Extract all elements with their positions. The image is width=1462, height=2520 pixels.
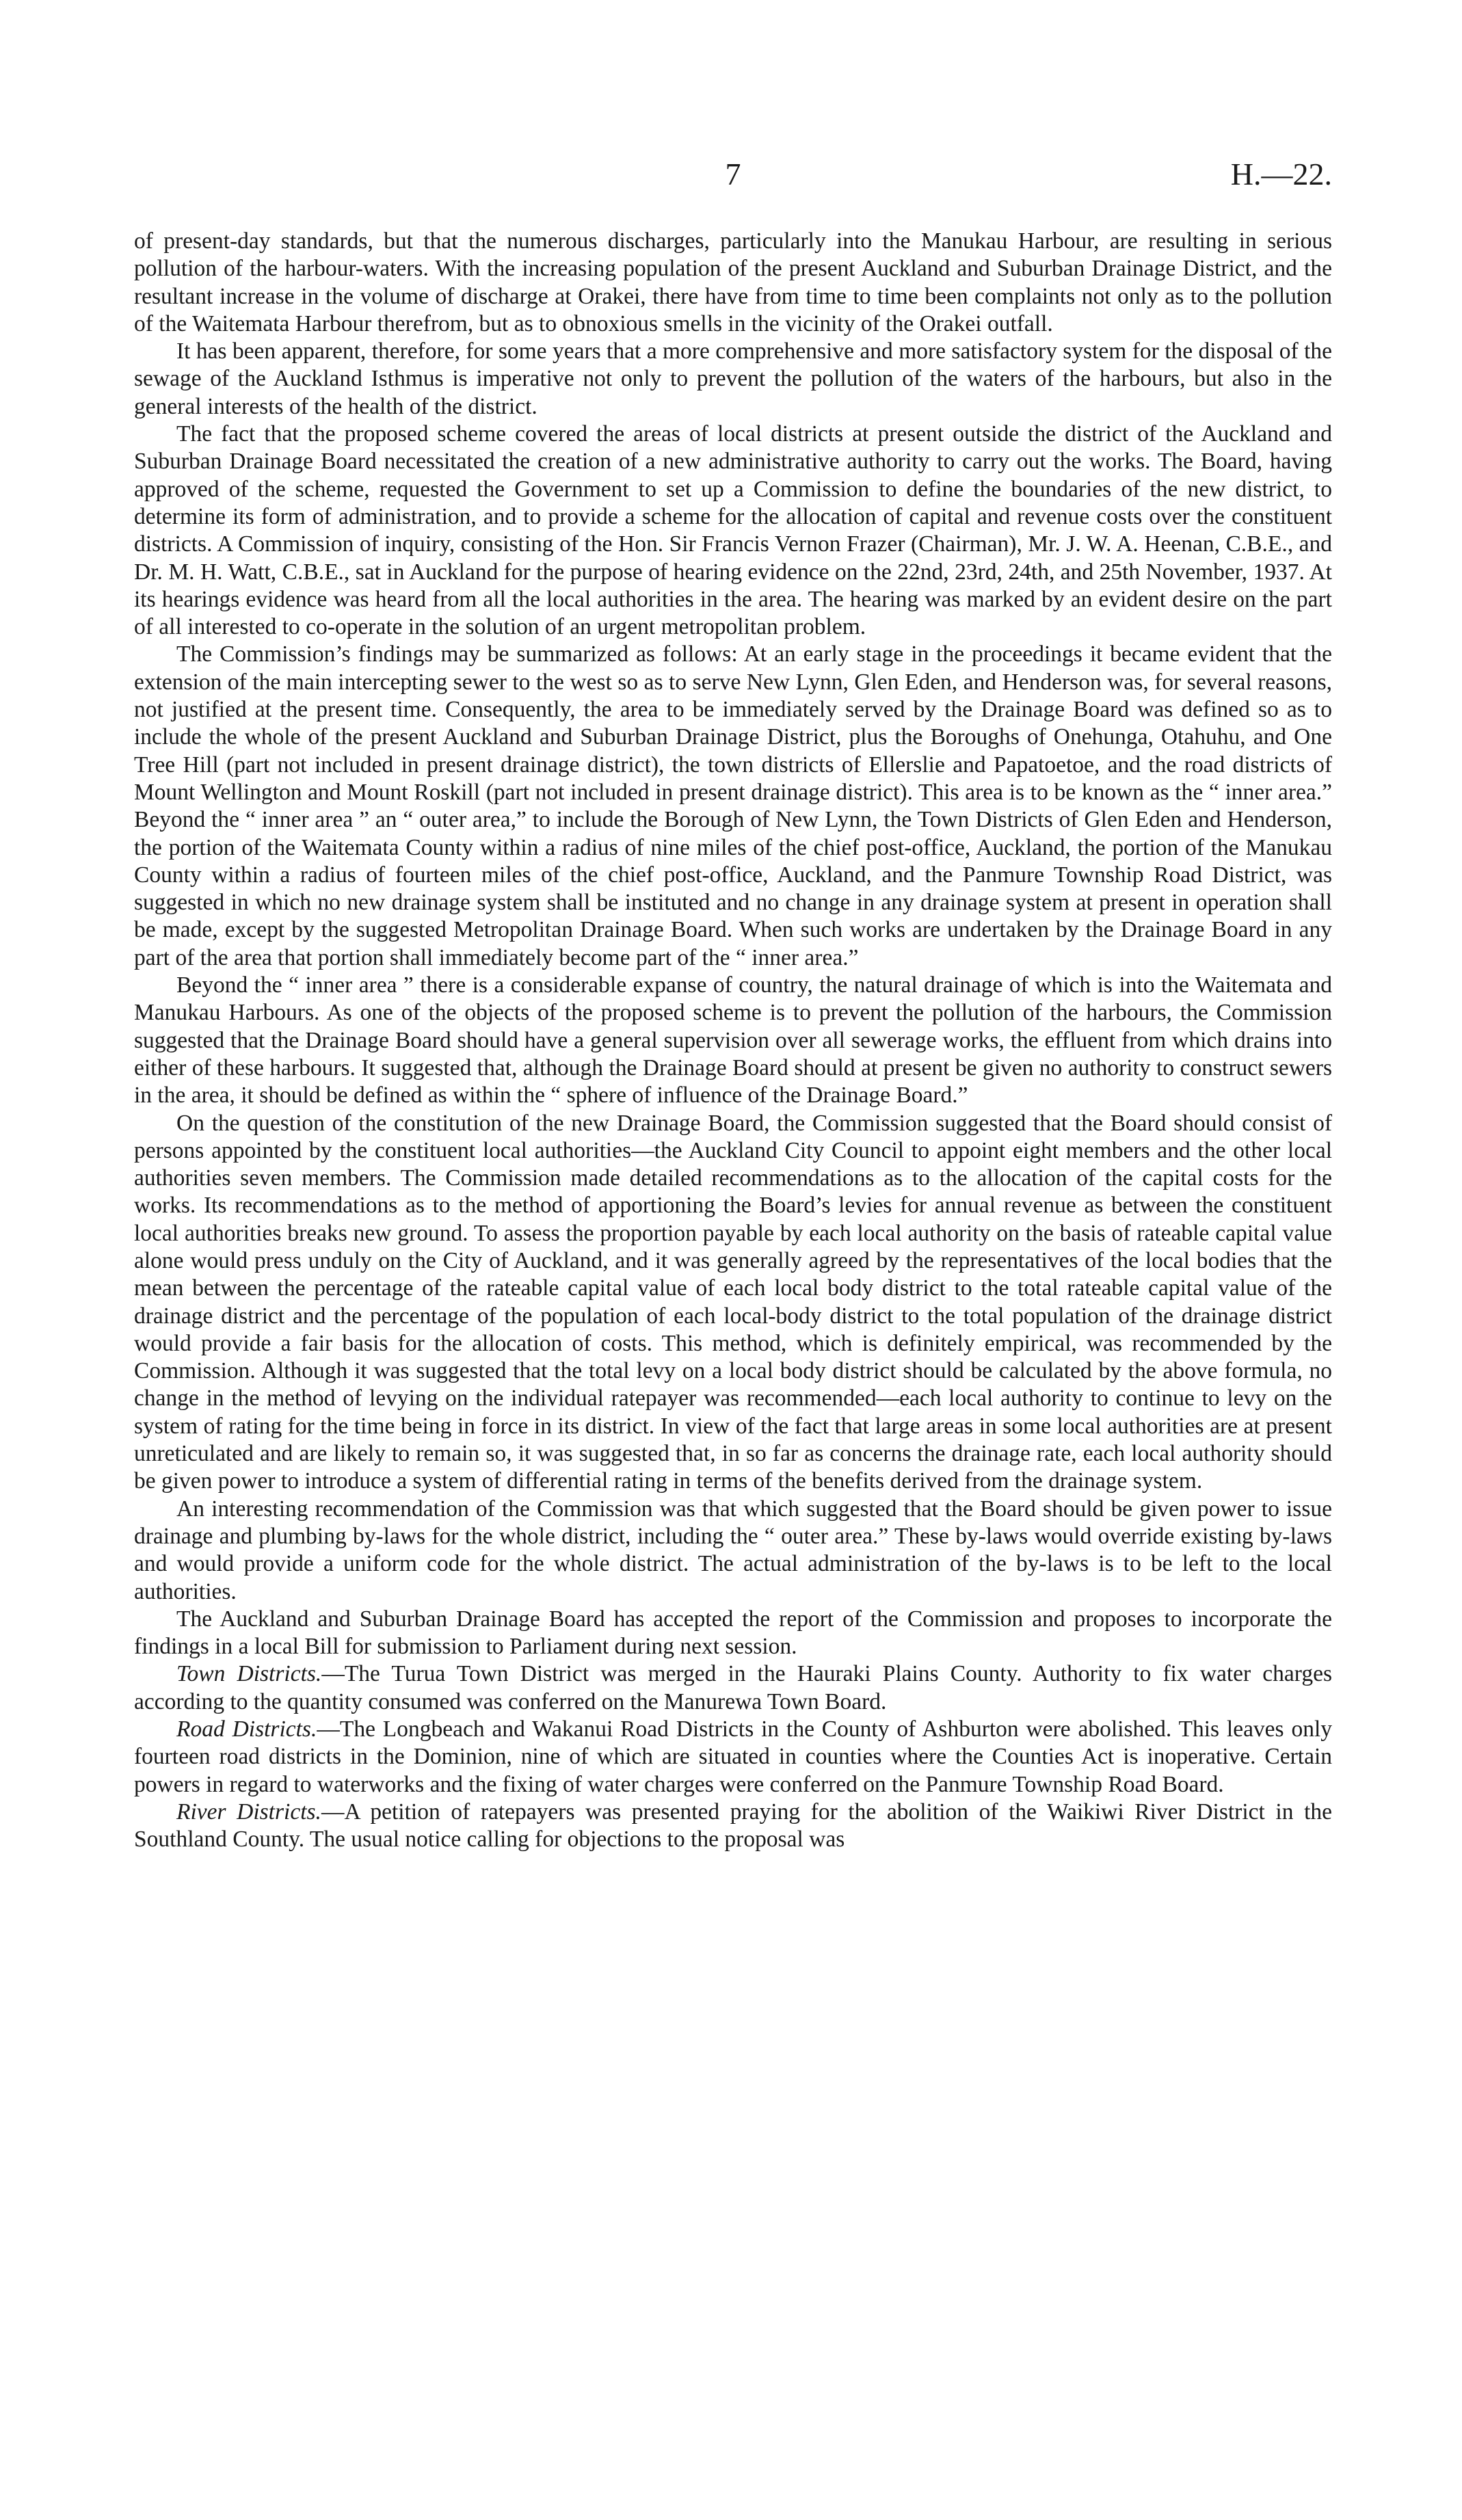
section-heading: Road Districts. (176, 1716, 317, 1742)
paragraph-text: An interesting recommendation of the Commission was that which suggested that the Board should be given power to issue drainage and plumbing by-laws for the whole district, including the “ outer area.” These by-laws would override existing by-laws and would provide a uniform code for the whole district. The actual administration of the by-laws is to be left to the local authorities. (134, 1496, 1332, 1604)
paragraph (134, 641, 1332, 972)
paragraph (134, 1606, 1332, 1661)
paragraph-text: —The Longbeach and Wakanui Road Districts in the County of Ashburton were abolished. This leaves only fourteen road districts in the Dominion, nine of which are situated in counties where the Counties Act is inoperative. Certain powers in regard to waterworks and the fixing of water charges were conferred on the Panmure Township Road Board. (134, 1716, 1333, 1797)
paragraph-text: Beyond the “ inner area ” there is a considerable expanse of country, the natural drainage of which is into the Waitemata and Manukau Harbours. As one of the objects of the proposed scheme is to prevent the pollution of the harbours, the Commission suggested that the Drainage Board should have a general supervision over all sewerage works, the effluent from which drains into either of these harbours. It suggested that, although the Drainage Board should at present be given no authority to construct sewers in the area, it should be defined as within the “ sphere of influence of the Drainage Board.” (134, 972, 1332, 1109)
paragraph-text: —The Turua Town District was merged in the Hauraki Plains County. Authority to fix water charges according to the quantity consumed was conferred on the Manurewa Town Board. (134, 1661, 1332, 1714)
paragraph (134, 421, 1332, 641)
paragraph (134, 1110, 1332, 1496)
paragraph-text: of present-day standards, but that the numerous discharges, particularly into the Manukau Harbour, are resulting in serious pollution of the harbour-waters. With the increasing population of the present Auckland and Suburban Drainage District, and the resultant increase in the volume of discharge at Orakei, there have from time to time been complaints not only as to the pollution of the Waitemata Harbour therefrom, but as to obnoxious smells in the vicinity of the Orakei outfall. (134, 228, 1332, 336)
page-header (134, 154, 1332, 202)
section-heading: River Districts. (176, 1799, 321, 1825)
document-reference: H.—22. (1230, 157, 1332, 191)
paragraph-text: The Auckland and Suburban Drainage Board has accepted the report of the Commission and proposes to incorporate the findings in a local Bill for submission to Parliament during next session. (134, 1606, 1332, 1660)
paragraph (134, 972, 1332, 1109)
document-page (134, 154, 1332, 1854)
paragraph-text: On the question of the constitution of the new Drainage Board, the Commission suggested that the Board should consist of persons appointed by the constituent local authorities—the Auckland City Council to appoint eight members and the other local authorities seven members. The Commission made detailed recommendations as to the allocation of the capital costs for the works. Its recommendations as to the method of apportioning the Board’s levies for annual revenue as between the constituent local authorities breaks new ground. To assess the proportion payable by each local authority on the basis of rateable capital value alone would press unduly on the City of Auckland, and it was generally agreed by the representatives of the local bodies that the mean between the percentage of the rateable capital value of each local body district to the total rateable capital value of the drainage district and the percentage of the population of each local-body district to the total population of the drainage district would provide a fair basis for the allocation of costs. This method, which is definitely empirical, was recommended by the Commission. Although it was suggested that the total levy on a local body district should be calculated by the above formula, no change in the method of levying on the individual ratepayer was recommended—each local authority to continue to levy on the system of rating for the time being in force in its district. In view of the fact that large areas in some local authorities are at present unreticulated and are likely to remain so, it was suggested that, in so far as concerns the drainage rate, each local authority should be given power to introduce a system of differential rating in terms of the benefits derived from the drainage system. (134, 1110, 1332, 1494)
paragraph-river-districts (134, 1799, 1332, 1854)
paragraph-text: It has been apparent, therefore, for some years that a more comprehensive and more satisfactory system for the disposal of the sewage of the Auckland Isthmus is imperative not only to prevent the pollution of the waters of the harbours, but also in the general interests of the health of the district. (134, 339, 1332, 419)
section-heading: Town Districts. (176, 1661, 322, 1687)
body-text (134, 228, 1332, 1854)
page-number: 7 (725, 157, 741, 191)
paragraph-town-districts (134, 1660, 1332, 1716)
paragraph (134, 338, 1332, 421)
paragraph-text: The fact that the proposed scheme covered the areas of local districts at present outside the district of the Auckland and Suburban Drainage Board necessitated the creation of a new administrative authority to carry out the works. The Board, having approved of the scheme, requested the Government to set up a Commission to define the boundaries of the new district, to determine its form of administration, and to provide a scheme for the allocation of capital and revenue costs over the constituent districts. A Commission of inquiry, consisting of the Hon. Sir Francis Vernon Frazer (Chairman), Mr. J. W. A. Heenan, C.B.E., and Dr. M. H. Watt, C.B.E., sat in Auckland for the purpose of hearing evidence on the 22nd, 23rd, 24th, and 25th November, 1937. At its hearings evidence was heard from all the local authorities in the area. The hearing was marked by an evident desire on the part of all interested to co-operate in the solution of an urgent metropolitan problem. (134, 421, 1332, 640)
paragraph (134, 1496, 1332, 1606)
paragraph-text: —A petition of ratepayers was presented praying for the abolition of the Waikiwi River District in the Southland County. The usual notice calling for objections to the proposal was (134, 1799, 1332, 1853)
paragraph-text: The Commission’s findings may be summarized as follows: At an early stage in the proceedings it became evident that the extension of the main intercepting sewer to the west so as to serve New Lynn, Glen Eden, and Henderson was, for several reasons, not justified at the present time. Consequently, the area to be immediately served by the Drainage Board was defined so as to include the whole of the present Auckland and Suburban Drainage District, plus the Boroughs of Onehunga, Otahuhu, and One Tree Hill (part not included in present drainage district), the town districts of Ellerslie and Papatoetoe, and the road districts of Mount Wellington and Mount Roskill (part not included in present drainage district). This area is to be known as the “ inner area.” Beyond the “ inner area ” an “ outer area,” to include the Borough of New Lynn, the Town Districts of Glen Eden and Henderson, the portion of the Waitemata County within a radius of nine miles of the chief post-office, Auckland, the portion of the Manukau County within a radius of fourteen miles of the chief post-office, Auckland, and the Panmure Township Road District, was suggested in which no new drainage system shall be instituted and no change in any drainage system at present in operation shall be made, except by the suggested Metropolitan Drainage Board. When such works are undertaken by the Drainage Board in any part of the area that portion shall immediately become part of the “ inner area.” (134, 641, 1332, 970)
paragraph (134, 228, 1332, 338)
paragraph-road-districts (134, 1716, 1332, 1799)
